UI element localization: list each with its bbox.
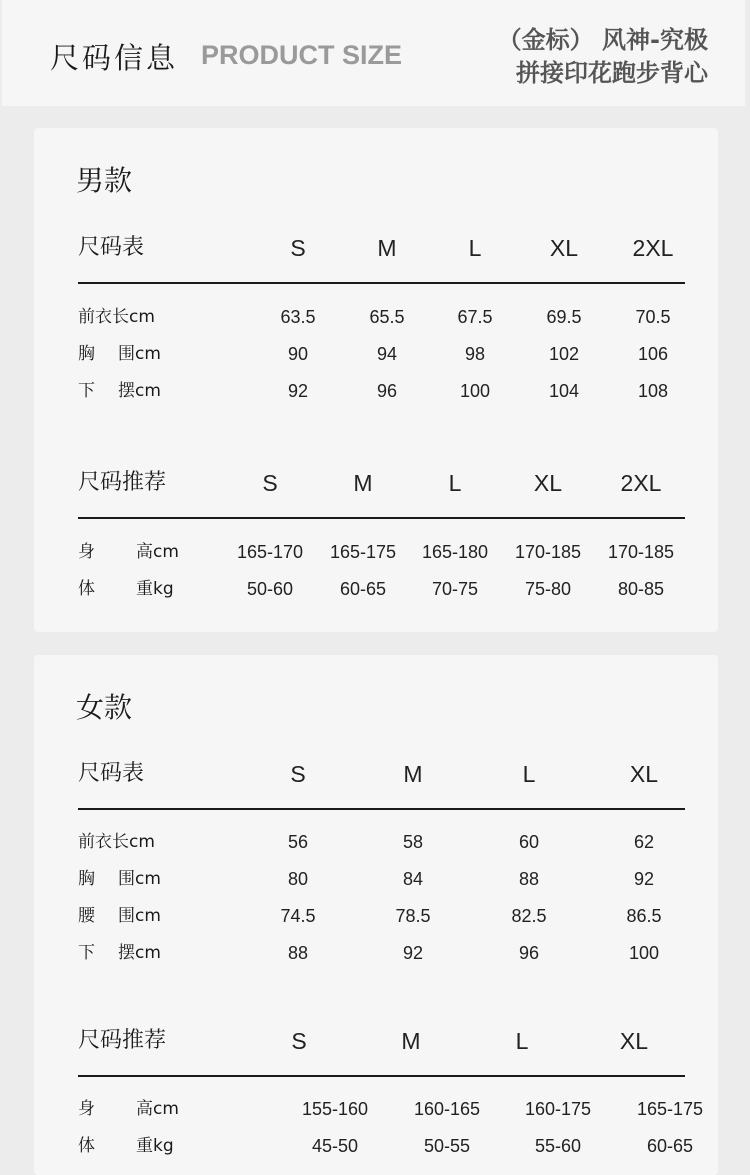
- table-cell: 50-55: [423, 1136, 471, 1156]
- table-cell: 70-75: [431, 579, 479, 599]
- size-header-cell: M: [403, 761, 423, 787]
- men-size-chart-divider: [78, 282, 685, 284]
- page-header: [2, 0, 745, 106]
- table-row: [78, 339, 685, 369]
- table-cell: 60-65: [646, 1136, 694, 1156]
- size-header-cell: L: [448, 470, 462, 496]
- table-row: [78, 1094, 704, 1124]
- table-cell: 55-60: [534, 1136, 582, 1156]
- table-cell: 70.5: [635, 307, 671, 327]
- table-cell: 78.5: [395, 906, 431, 926]
- men-section-title: 男款: [76, 164, 133, 197]
- row-label: 腰 围cm: [78, 906, 161, 926]
- table-cell: 80: [287, 869, 309, 889]
- size-header-cell: 2XL: [620, 470, 662, 496]
- men-size-chart-label: 尺码表: [78, 235, 145, 260]
- table-cell: 88: [287, 943, 309, 963]
- table-cell: 96: [376, 381, 398, 401]
- table-cell: 165-170: [236, 542, 304, 562]
- size-header-cell: XL: [619, 1028, 649, 1054]
- men-size-card: [34, 128, 718, 632]
- size-header-cell: 2XL: [632, 235, 674, 261]
- women-size-card: [34, 655, 718, 1175]
- table-cell: 88: [518, 869, 540, 889]
- row-label: 体 重kg: [78, 1136, 174, 1156]
- table-cell: 67.5: [457, 307, 493, 327]
- size-header-cell: L: [468, 235, 482, 261]
- row-label: 前衣长cm: [78, 832, 155, 852]
- table-row: [78, 938, 685, 968]
- table-cell: 170-185: [514, 542, 582, 562]
- table-cell: 96: [518, 943, 540, 963]
- table-cell: 56: [287, 832, 309, 852]
- table-cell: 58: [402, 832, 424, 852]
- table-cell: 65.5: [369, 307, 405, 327]
- product-name-line2: 拼接印花跑步背心: [516, 59, 708, 87]
- table-cell: 50-60: [246, 579, 294, 599]
- women-recommend-divider: [78, 1075, 685, 1077]
- table-row: [78, 302, 685, 332]
- table-cell: 75-80: [524, 579, 572, 599]
- women-size-chart-header: [78, 759, 685, 789]
- size-header-cell: S: [290, 235, 306, 261]
- women-section-title: 女款: [76, 691, 133, 724]
- size-header-cell: M: [377, 235, 397, 261]
- product-name: [468, 24, 708, 90]
- size-header-cell: L: [522, 761, 536, 787]
- row-label: 下 摆cm: [78, 381, 161, 401]
- table-cell: 90: [287, 344, 309, 364]
- table-cell: 74.5: [280, 906, 316, 926]
- men-recommend-divider: [78, 517, 685, 519]
- row-label: 胸 围cm: [78, 869, 161, 889]
- women-recommend-label: 尺码推荐: [78, 1028, 167, 1053]
- men-recommend-header: [78, 468, 685, 498]
- men-size-chart-header: [78, 233, 685, 263]
- page-title: 尺码信息: [50, 41, 179, 75]
- size-header-cell: S: [290, 761, 306, 787]
- size-header-cell: XL: [549, 235, 579, 261]
- table-row: [78, 376, 685, 406]
- table-cell: 60: [518, 832, 540, 852]
- table-cell: 94: [376, 344, 398, 364]
- table-cell: 100: [459, 381, 491, 401]
- women-size-chart-label: 尺码表: [78, 761, 145, 786]
- table-cell: 92: [287, 381, 309, 401]
- table-row: [78, 574, 685, 604]
- women-recommend-header: [78, 1026, 685, 1056]
- table-row: [78, 864, 685, 894]
- table-cell: 98: [464, 344, 486, 364]
- table-cell: 86.5: [626, 906, 662, 926]
- table-cell: 45-50: [311, 1136, 359, 1156]
- table-cell: 80-85: [617, 579, 665, 599]
- row-label: 下 摆cm: [78, 943, 161, 963]
- table-cell: 170-185: [607, 542, 675, 562]
- table-cell: 104: [548, 381, 580, 401]
- size-header-cell: S: [291, 1028, 307, 1054]
- table-cell: 108: [637, 381, 669, 401]
- table-row: [78, 901, 685, 931]
- size-header-cell: S: [262, 470, 278, 496]
- table-cell: 69.5: [546, 307, 582, 327]
- table-cell: 106: [637, 344, 669, 364]
- row-label: 前衣长cm: [78, 307, 155, 327]
- size-header-cell: L: [515, 1028, 529, 1054]
- product-name-line1: （金标） 风神-究极: [497, 26, 708, 54]
- row-label: 体 重kg: [78, 579, 174, 599]
- table-row: [78, 827, 685, 857]
- table-cell: 160-175: [524, 1099, 592, 1119]
- women-size-chart-divider: [78, 808, 685, 810]
- table-cell: 62: [633, 832, 655, 852]
- table-cell: 60-65: [339, 579, 387, 599]
- size-header-cell: XL: [533, 470, 563, 496]
- table-cell: 82.5: [511, 906, 547, 926]
- table-cell: 92: [633, 869, 655, 889]
- table-row: [78, 537, 685, 567]
- table-cell: 165-175: [636, 1099, 704, 1119]
- table-cell: 155-160: [301, 1099, 369, 1119]
- row-label: 身 高cm: [78, 542, 179, 562]
- row-label: 身 高cm: [78, 1099, 179, 1119]
- page-subtitle: PRODUCT SIZE: [201, 40, 403, 70]
- size-header-cell: XL: [629, 761, 659, 787]
- size-header-cell: M: [401, 1028, 421, 1054]
- table-cell: 63.5: [280, 307, 316, 327]
- table-cell: 92: [402, 943, 424, 963]
- table-cell: 165-180: [421, 542, 489, 562]
- table-cell: 102: [548, 344, 580, 364]
- men-recommend-label: 尺码推荐: [78, 470, 167, 495]
- size-header-cell: M: [353, 470, 373, 496]
- table-row: [78, 1131, 694, 1161]
- table-cell: 160-165: [413, 1099, 481, 1119]
- table-cell: 100: [628, 943, 660, 963]
- row-label: 胸 围cm: [78, 344, 161, 364]
- table-cell: 165-175: [329, 542, 397, 562]
- table-cell: 84: [402, 869, 424, 889]
